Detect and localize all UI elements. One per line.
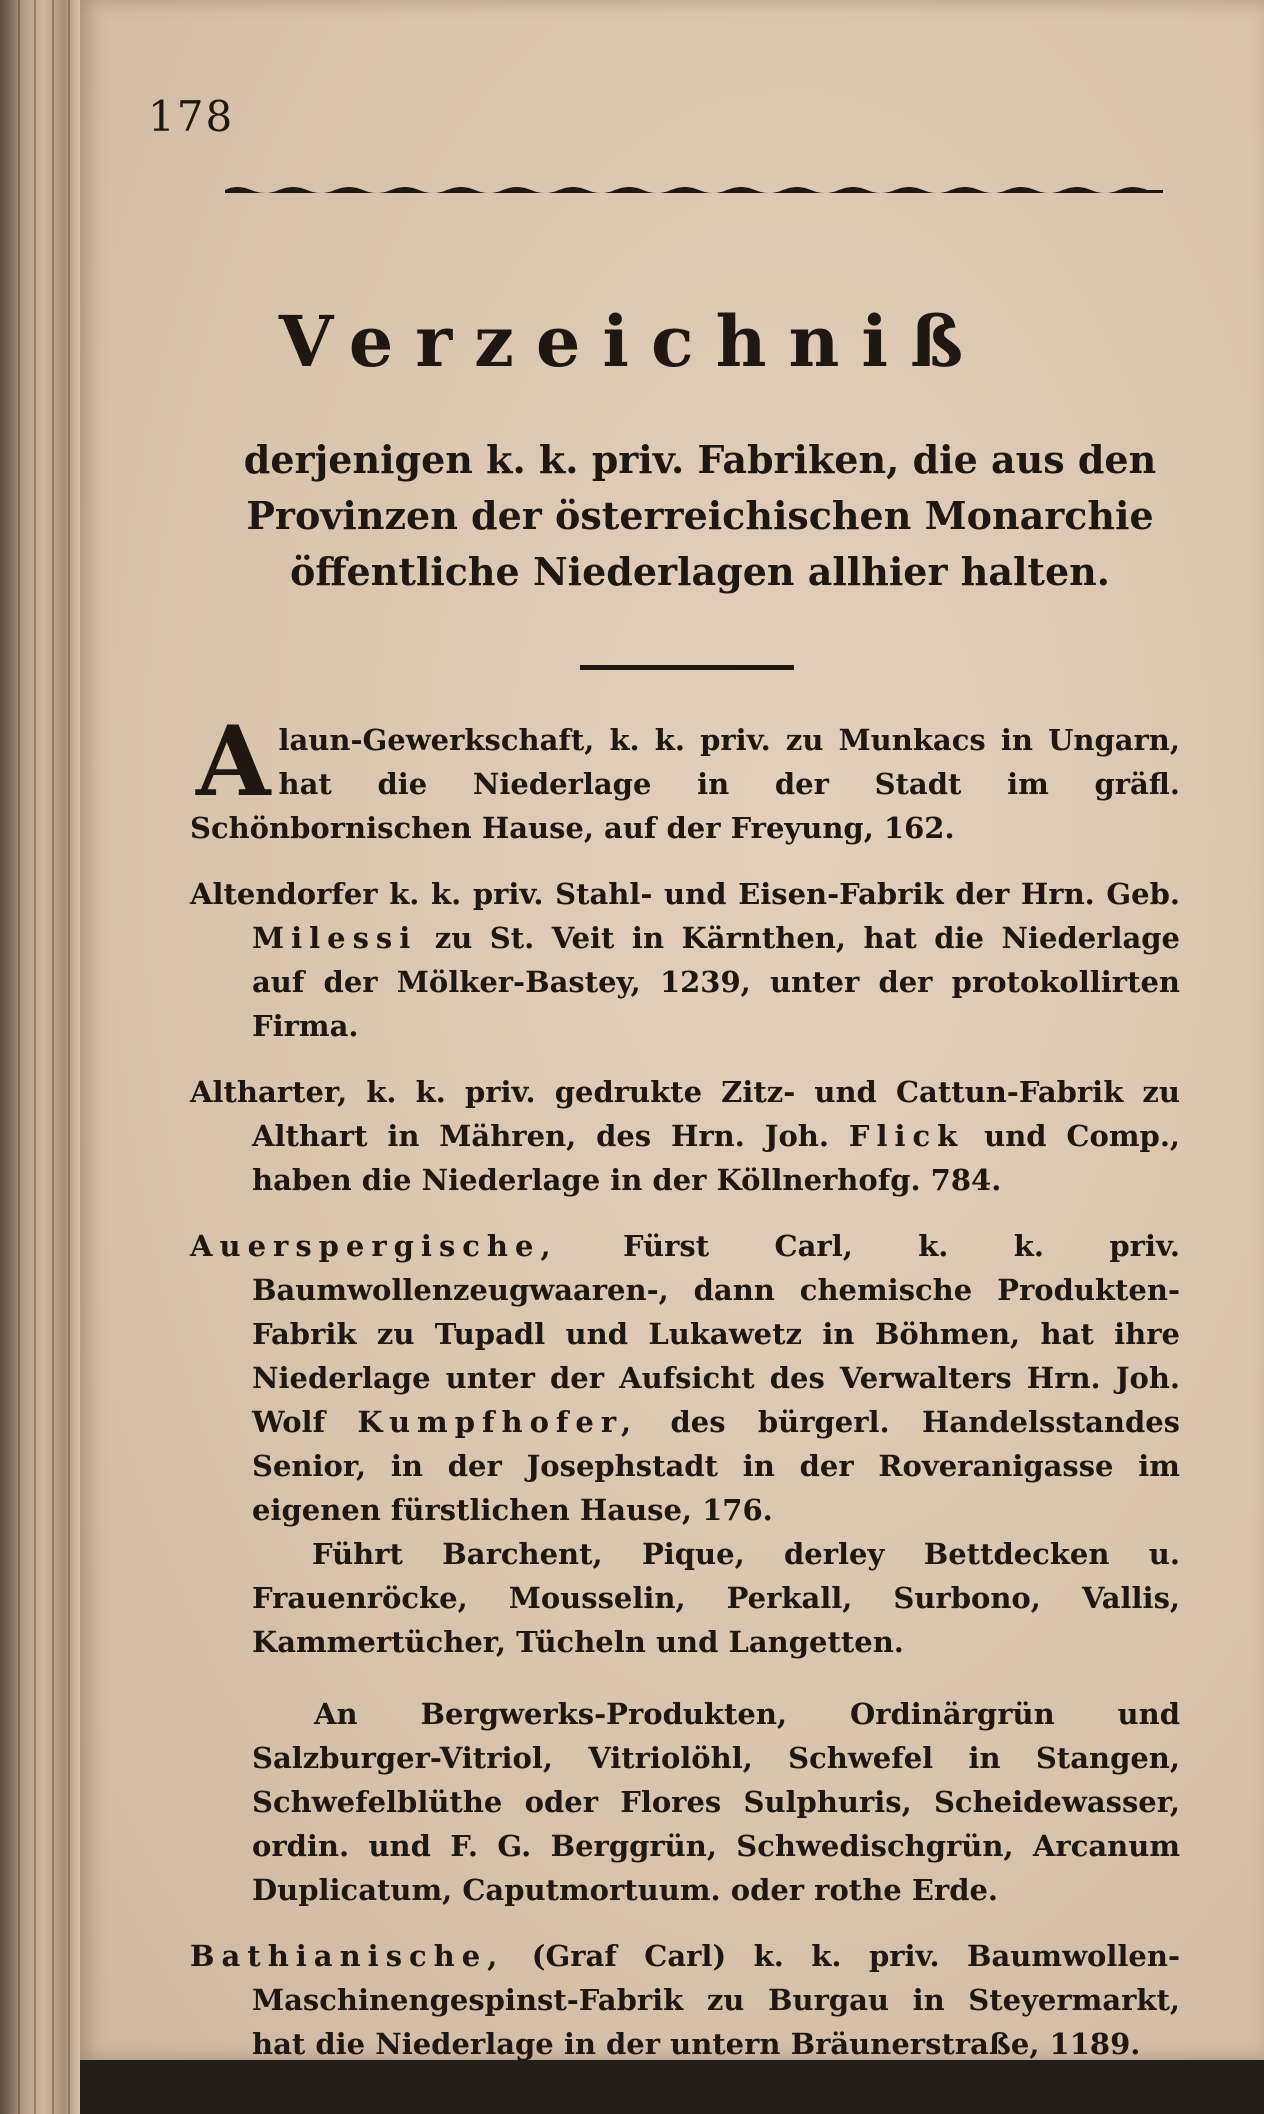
factory-list [190,705,1181,2088]
entry-lead: Altendorfer [190,877,378,911]
page-number: 178 [148,92,235,141]
ornamental-rule [225,182,1163,198]
entry-text-continued: und Comp., haben die Niederlage in der Köllnerhofg. 784. [252,1119,1181,1197]
page-subtitle: derjenigen k. k. priv. Fabriken, die aus den Provinzen der österreichischen Monarchie öffentliche Niederlagen allhier halten. [243,437,1157,594]
entry-text-continued: zu St. Veit in Kärnthen, hat die Niederlage auf der Mölker-Bastey, 1239, unter der protokollirten Firma. [252,921,1180,1043]
list-entry [190,872,1180,1048]
entry-spaced-name: Milessi [252,921,418,955]
list-entry [190,1224,1180,1912]
entry-goods-paragraph: Führt Barchent, Pique, derley Bettdecken u. Frauenröcke, Mousselin, Perkall, Surbono, Vallis, Kammertücher, Tücheln und Langetten. [252,1537,1180,1659]
entry-lead: Altharter, [190,1075,348,1109]
entry-text: Fürst Carl, k. k. priv. Baumwollenzeugwaaren-, dann chemische Produkten-Fabrik zu Tupadl und Lukawetz in Böhmen, hat ihre Niederlage unter der Aufsicht des Verwalters Hrn. Joh. Wolf [252,1229,1180,1439]
list-entry [190,1934,1180,2066]
entry-text: k. k. priv. Stahl- und Eisen-Fabrik der Hrn. Geb. [377,877,1180,911]
drop-cap: A [196,705,271,818]
entry-text: laun-Gewerkschaft, k. k. priv. zu Munkacs in Ungarn, hat die Niederlage in der Stadt im gräfl. Schönbornischen Hause, auf der Freyung, 162. [190,723,1180,845]
list-entry [190,1070,1180,1202]
entry-spaced-name: Kumpfhofer, [357,1405,639,1439]
entry-text: k. k. priv. gedrukte Zitz- und Cattun-Fabrik zu Althart in Mähren, des Hrn. Joh. [252,1075,1180,1153]
entry-lead: Bathianische, [190,1939,505,1973]
list-entry [190,705,1180,850]
entry-spaced-name: Flick [848,1119,965,1153]
entry-lead: Auerspergische, [190,1229,558,1263]
entry-mining-products-paragraph: An Bergwerks-Produkten, Ordinärgrün und Salzburger-Vitriol, Vitriolöhl, Schwefel in Stangen, Schwefelblüthe oder Flores Sulphuris, Scheidewasser, ordin. und F. G. Berggrün, Schwedischgrün, Arcanum Duplicatum, Caputmortuum. oder rothe Erde. [252,1697,1180,1907]
section-divider [580,665,794,670]
entry-text-continued: des bürgerl. Handelsstandes Senior, in der Josephstadt in der Roveranigasse im eigenen fürstlichen Hause, 176. [252,1405,1180,1527]
entry-text: (Graf Carl) k. k. priv. Baumwollen-Maschinengespinst-Fabrik zu Burgau in Steyermarkt, hat die Niederlage in der untern Bräunerstraße, 1189. [252,1939,1180,2061]
page-title: Verzeichniß [278,300,986,383]
